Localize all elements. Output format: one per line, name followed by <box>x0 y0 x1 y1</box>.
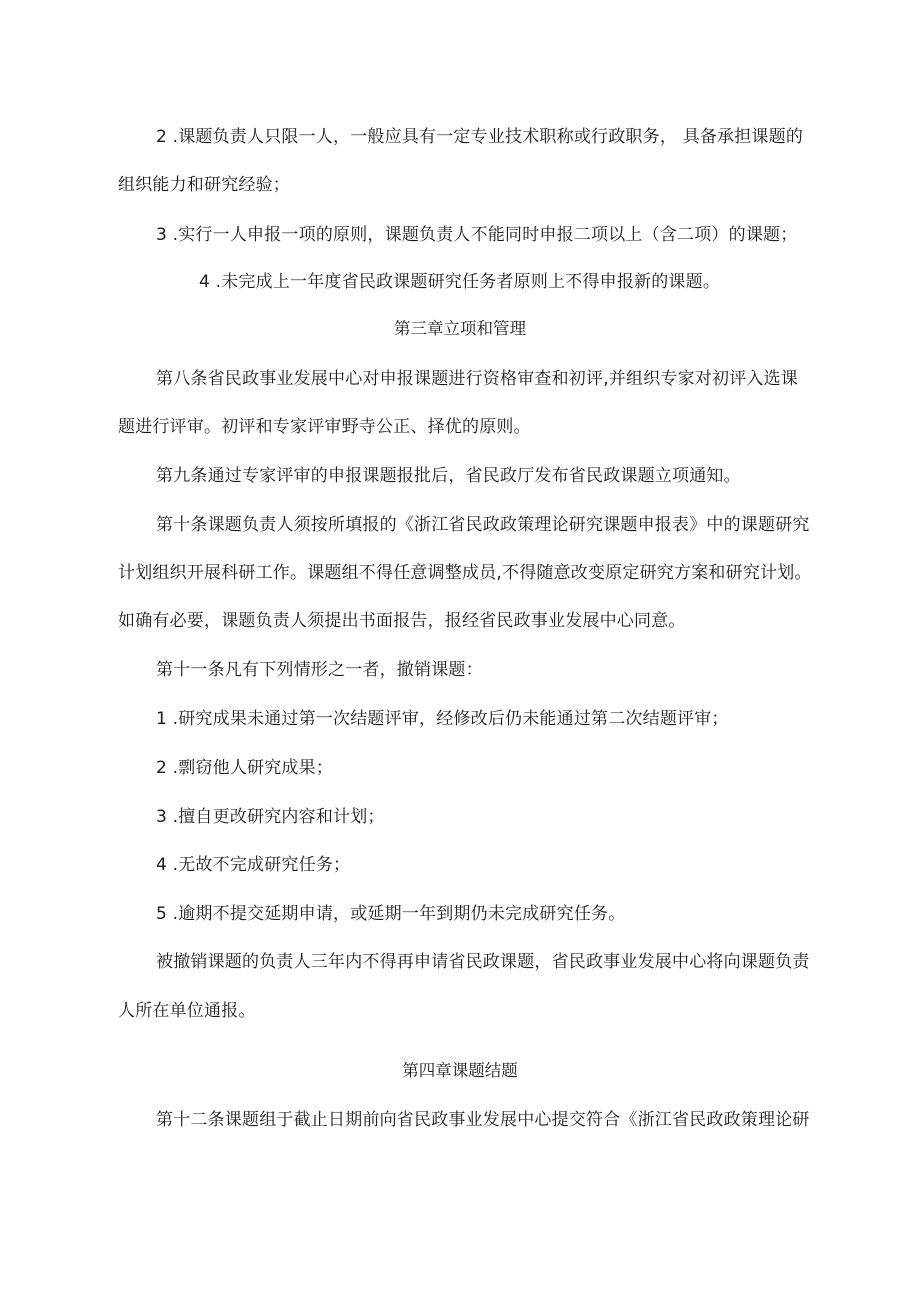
article-10-line-2: 计划组织开展科研工作。课题组不得任意调整成员,不得随意改变原定研究方案和研究计划。 <box>118 563 812 583</box>
article-11-item-1: 1 .研究成果未通过第一次结题评审，经修改后仍未能通过第二次结题评审； <box>156 709 729 729</box>
chapter-3-title: 第三章立项和管理 <box>394 319 526 338</box>
item-2-line-2: 组织能力和研究经验； <box>118 175 290 195</box>
item-4: 4 .未完成上一年度省民政课题研究任务者原则上不得申报新的课题。 <box>199 272 721 292</box>
item-2-line-1: 2 .课题负责人只限一人，一般应具有一定专业技术职称或行政职务， 具备承担课题的 <box>156 127 804 147</box>
revoked-line-2: 人所在单位通报。 <box>118 1001 256 1021</box>
chapter-4-title: 第四章课题结题 <box>402 1061 518 1080</box>
article-11-item-2: 2 .剽窃他人研究成果； <box>156 758 334 778</box>
article-8-line-1: 第八条省民政事业发展中心对申报课题进行资格审查和初评,并组织专家对初评入选课 <box>156 369 799 389</box>
revoked-line-1: 被撤销课题的负责人三年内不得再申请省民政课题，省民政事业发展中心将向课题负责 <box>156 952 810 972</box>
article-11-item-5: 5 .逾期不提交延期申请，或延期一年到期仍未完成研究任务。 <box>156 904 626 924</box>
article-12-line-1: 第十二条课题组于截止日期前向省民政事业发展中心提交符合《浙江省民政政策理论研 <box>156 1110 810 1130</box>
article-9: 第九条通过专家评审的申报课题报批后，省民政厅发布省民政课题立项通知。 <box>156 466 741 486</box>
item-3: 3 .实行一人申报一项的原则，课题负责人不能同时申报二项以上（含二项）的课题； <box>156 225 798 245</box>
article-11-item-3: 3 .擅自更改研究内容和计划； <box>156 807 385 827</box>
article-11: 第十一条凡有下列情形之一者，撤销课题： <box>156 660 483 680</box>
article-8-line-2: 题进行评审。初评和专家评审野寺公正、择优的原则。 <box>118 417 531 437</box>
article-11-item-4: 4 .无故不完成研究任务； <box>156 855 351 875</box>
article-10-line-3: 如确有必要，课题负责人须提出书面报告，报经省民政事业发展中心同意。 <box>118 611 686 631</box>
article-10-line-1: 第十条课题负责人须按所填报的《浙江省民政政策理论研究课题申报表》中的课题研究 <box>156 515 810 535</box>
